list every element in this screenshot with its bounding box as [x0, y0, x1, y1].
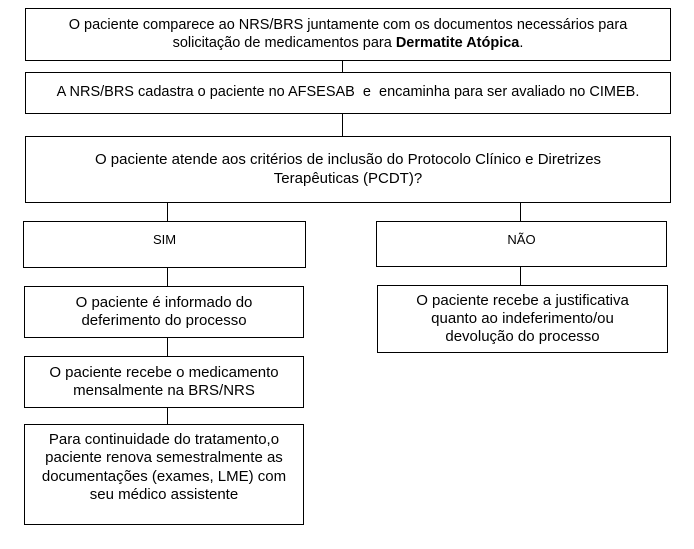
flow-step-arrival-line2: [69, 35, 628, 53]
flow-step-registration-text: A NRS/BRS cadastra o paciente no AFSESAB e encaminha para ser avaliado no CIMEB.: [56, 84, 640, 101]
flow-decision-line1: O paciente atende aos critérios de inclusão do Protocolo Clínico e Diretrizes: [94, 151, 602, 169]
condition-name: Dermatite Atópica: [395, 34, 520, 51]
connector-sim-informed: [167, 267, 168, 287]
flow-step-justification-text: [416, 292, 629, 347]
flow-step-arrival-line2-suffix: .: [519, 34, 524, 51]
flow-step-arrival-text: [69, 17, 628, 52]
connector-informed-receives: [167, 337, 168, 357]
connector-nao-justification: [520, 266, 521, 286]
flow-step-justification: [377, 285, 668, 353]
branch-label-sim-text: SIM: [152, 232, 177, 247]
flow-step-deferred-line2: deferimento do processo: [81, 312, 247, 329]
flow-step-deferred-text: [76, 294, 253, 331]
flow-step-monthly-medication-text: [49, 364, 278, 401]
flow-decision-pcdt: [25, 136, 671, 203]
connector-decision-nao: [520, 202, 521, 222]
flow-step-justification-line1: O paciente recebe a justificativa: [416, 291, 629, 309]
flow-step-monthly-medication: [24, 356, 304, 408]
flow-step-renewal-line4: seu médico assistente: [89, 485, 239, 503]
branch-label-nao-text: NÃO: [507, 232, 536, 247]
flow-step-justification-line2: quanto ao indeferimento/ou: [431, 309, 614, 327]
flow-step-arrival: [25, 8, 671, 61]
flow-step-renewal-line3: documentações (exames, LME) com: [41, 467, 287, 485]
connector-step2-decision: [342, 113, 343, 137]
flow-step-monthly-medication-line1: O paciente recebe o medicamento: [49, 363, 279, 381]
flow-step-renewal-line2: paciente renova semestralmente as: [45, 449, 283, 467]
flow-step-justification-line3: devolução do processo: [445, 328, 600, 346]
flow-step-deferred: [24, 286, 304, 338]
flow-step-arrival-line1: O paciente comparece ao NRS/BRS juntamente com os documentos necessários para: [68, 16, 628, 33]
flow-step-monthly-medication-line2: mensalmente na BRS/NRS: [73, 382, 255, 399]
flow-decision-text: [95, 151, 601, 188]
flow-step-registration: [25, 72, 671, 114]
flow-step-arrival-line2-prefix: solicitação de medicamentos para: [172, 34, 396, 51]
flow-step-renewal-text: [42, 431, 286, 504]
flow-step-deferred-line1: O paciente é informado do: [75, 293, 253, 311]
branch-label-nao: [376, 221, 667, 267]
flow-step-renewal: [24, 424, 304, 525]
connector-decision-sim: [167, 202, 168, 222]
flow-decision-line2: Terapêuticas (PCDT)?: [273, 169, 423, 187]
connector-receives-renews: [167, 407, 168, 425]
flow-step-renewal-line1: Para continuidade do tratamento,o: [48, 431, 280, 448]
branch-label-sim: [23, 221, 306, 268]
